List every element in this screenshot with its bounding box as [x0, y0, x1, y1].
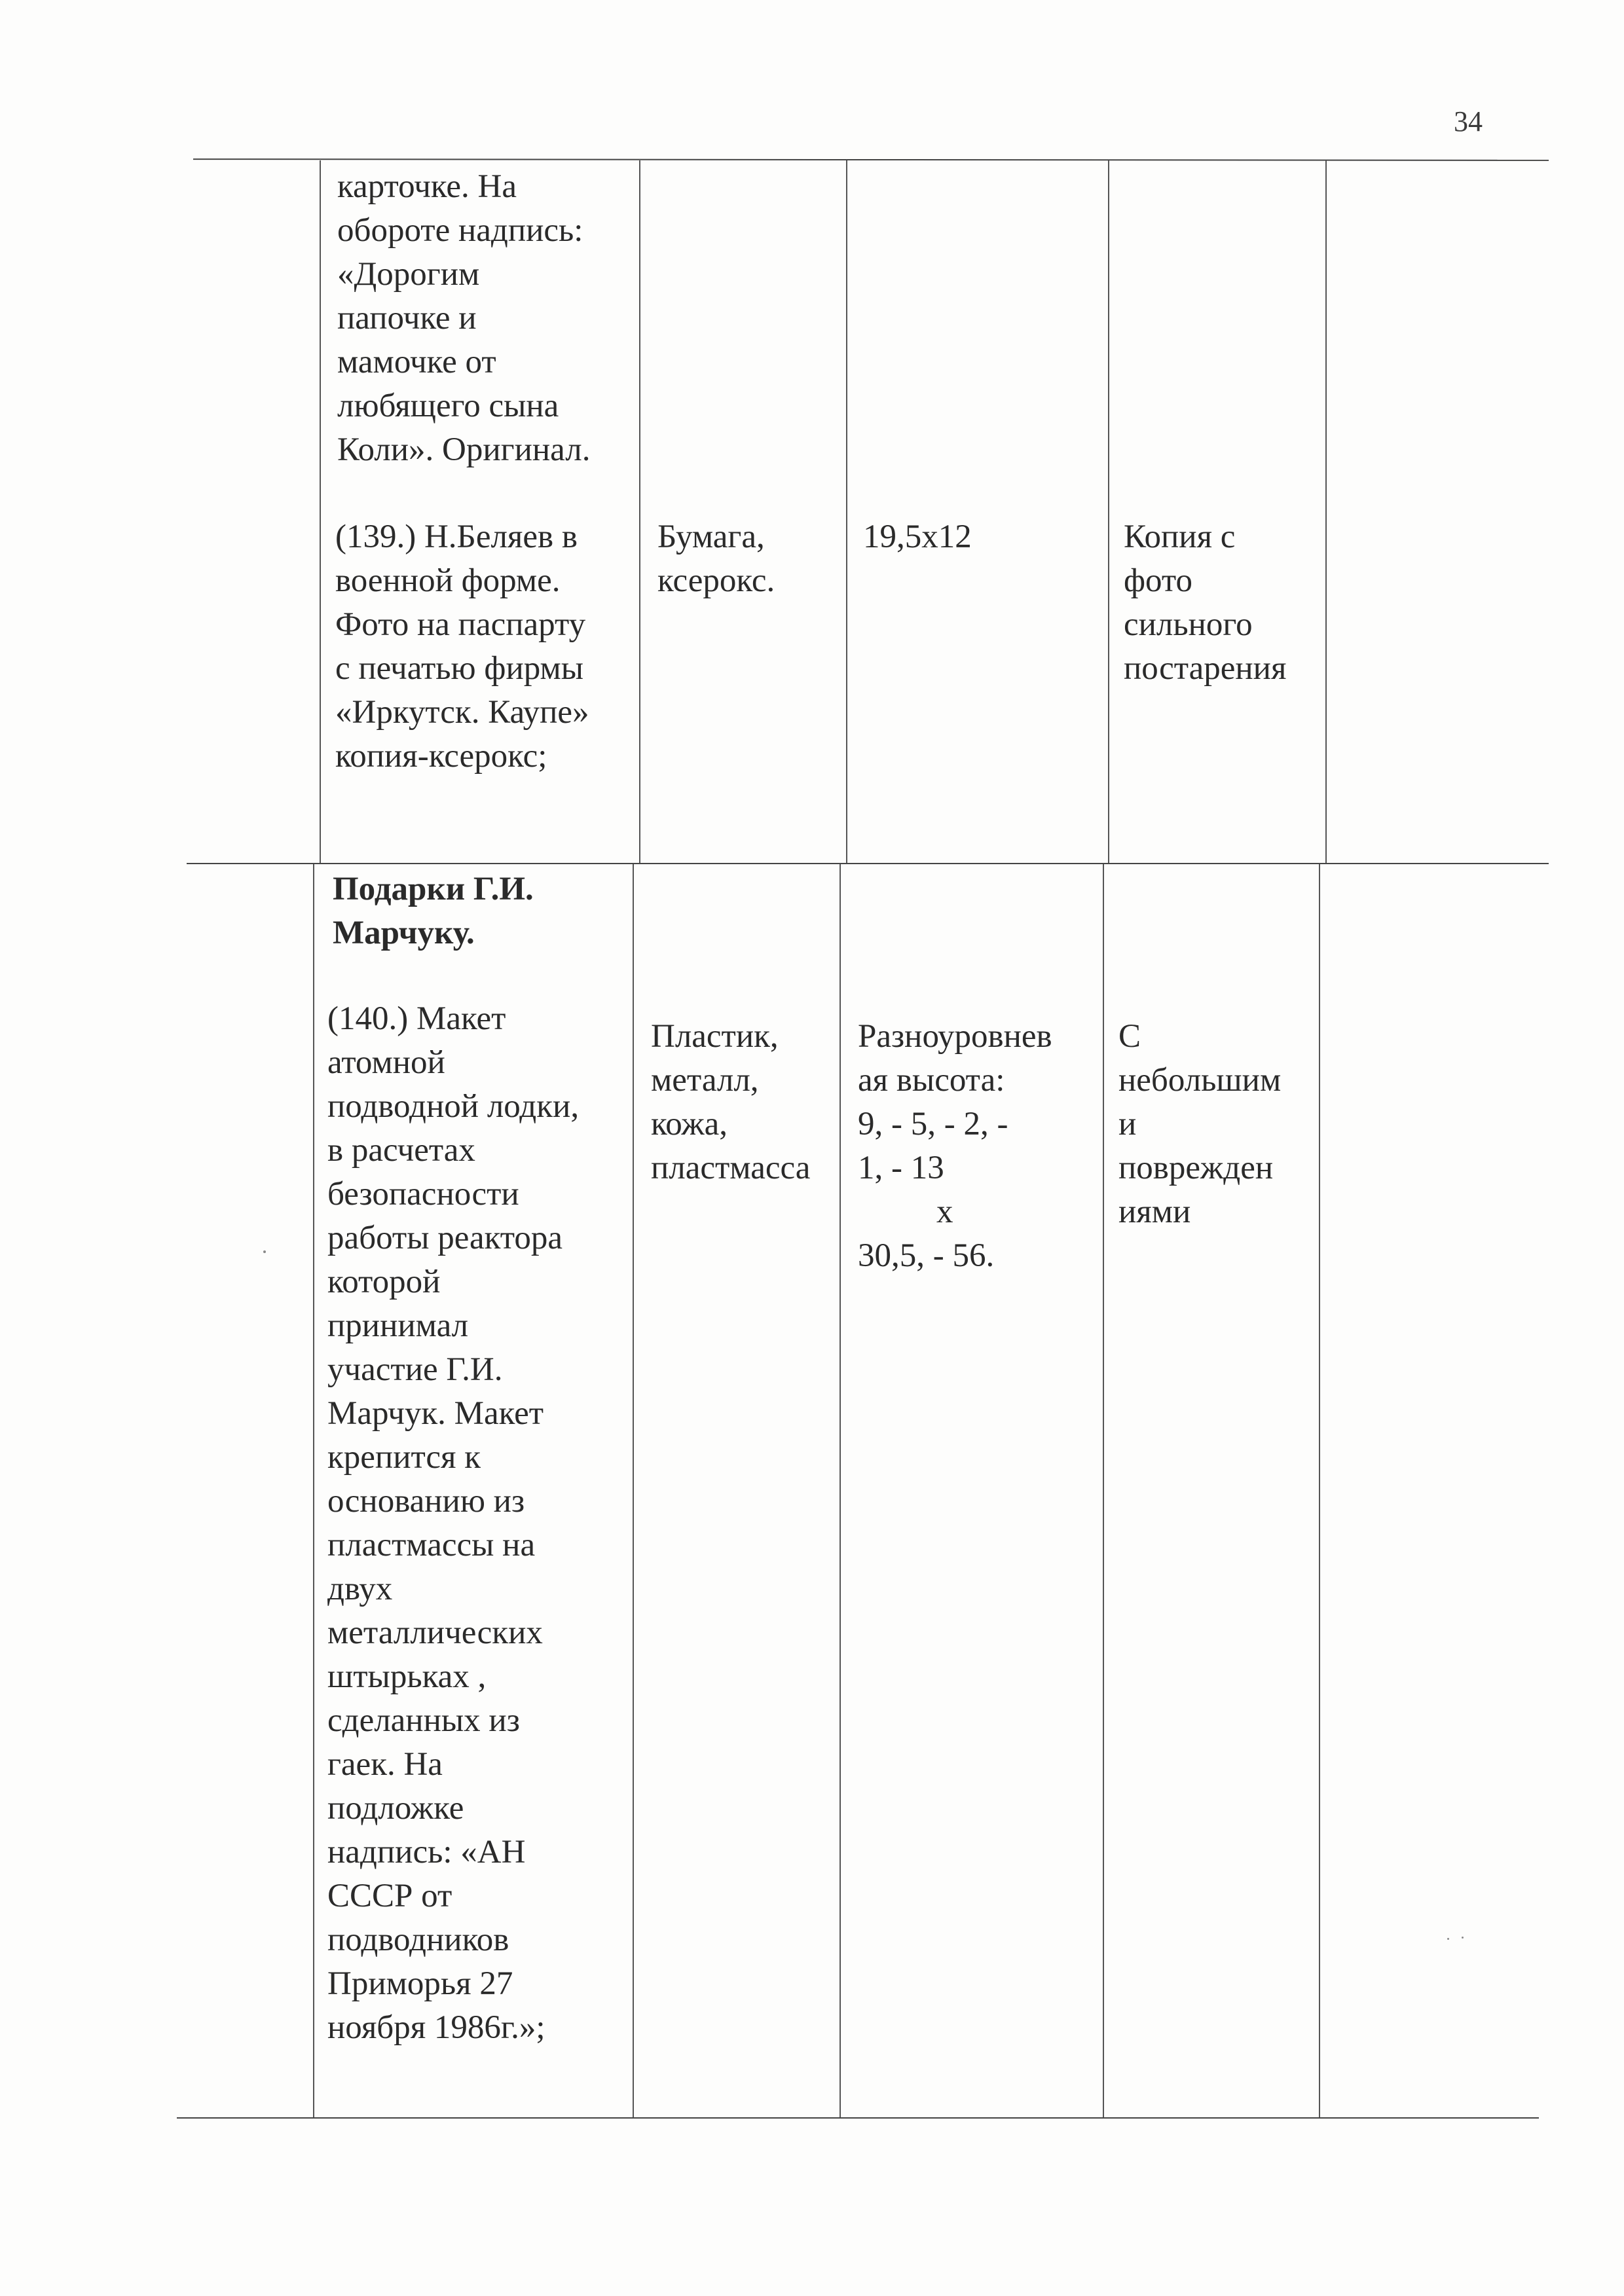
column-rule	[320, 160, 321, 863]
item-140-size-line: Разноуровнев	[858, 1018, 1052, 1055]
column-rule	[633, 864, 634, 2117]
item-140-size-line: ая высота:	[858, 1062, 1005, 1099]
table-top-rule	[193, 158, 1549, 161]
column-rule	[1319, 864, 1320, 2117]
column-rule	[840, 864, 841, 2117]
item-139-size: 19,5х12	[863, 519, 972, 555]
column-rule	[846, 160, 847, 863]
item-139-description: (139.) Н.Беляев в военной форме. Фото на паспарту с печатью фирмы «Иркутск. Каупе» копия-ксерокс;	[335, 519, 589, 774]
table-bottom-rule	[177, 2117, 1539, 2119]
item-description-continued: карточке. На обороте надпись: «Дорогим папочке и мамочке от любящего сына Коли». Оригинал.	[337, 168, 591, 468]
column-rule	[639, 160, 640, 863]
section-heading: Подарки Г.И. Марчуку.	[333, 871, 534, 951]
column-rule	[313, 864, 314, 2117]
item-140-size-line: х	[936, 1194, 953, 1230]
column-rule	[1103, 864, 1104, 2117]
item-139-condition: Копия с фото сильного постарения	[1124, 519, 1287, 687]
item-140-size	[858, 1015, 1094, 1278]
column-rule	[1325, 160, 1327, 863]
scan-speck	[263, 1250, 266, 1253]
item-140-size-line: 30,5, - 56.	[858, 1237, 995, 1274]
item-140-material: Пластик, металл, кожа, пластмасса	[651, 1018, 811, 1186]
scan-speck	[1462, 1937, 1464, 1939]
item-140-size-line: 9, - 5, - 2, -	[858, 1106, 1008, 1142]
item-140-size-line: 1, - 13	[858, 1150, 944, 1186]
item-140-condition: С небольшим и поврежден иями	[1118, 1018, 1282, 1230]
page-number: 34	[1454, 105, 1483, 137]
column-rule	[1108, 160, 1109, 863]
table-row-divider	[187, 863, 1549, 864]
item-139-material: Бумага, ксерокс.	[657, 519, 775, 599]
item-140-description: (140.) Макет атомной подводной лодки, в расчетах безопасности работы реактора которой принимал участие Г.И. Марчук. Макет крепится к основанию из пластмассы на двух металлических штырьках , сделанных из гаек. На подложке надпись: «АН СССР от подводников Приморья 27 ноября 1986г.»;	[327, 1000, 580, 2046]
scan-speck	[1447, 1938, 1449, 1940]
